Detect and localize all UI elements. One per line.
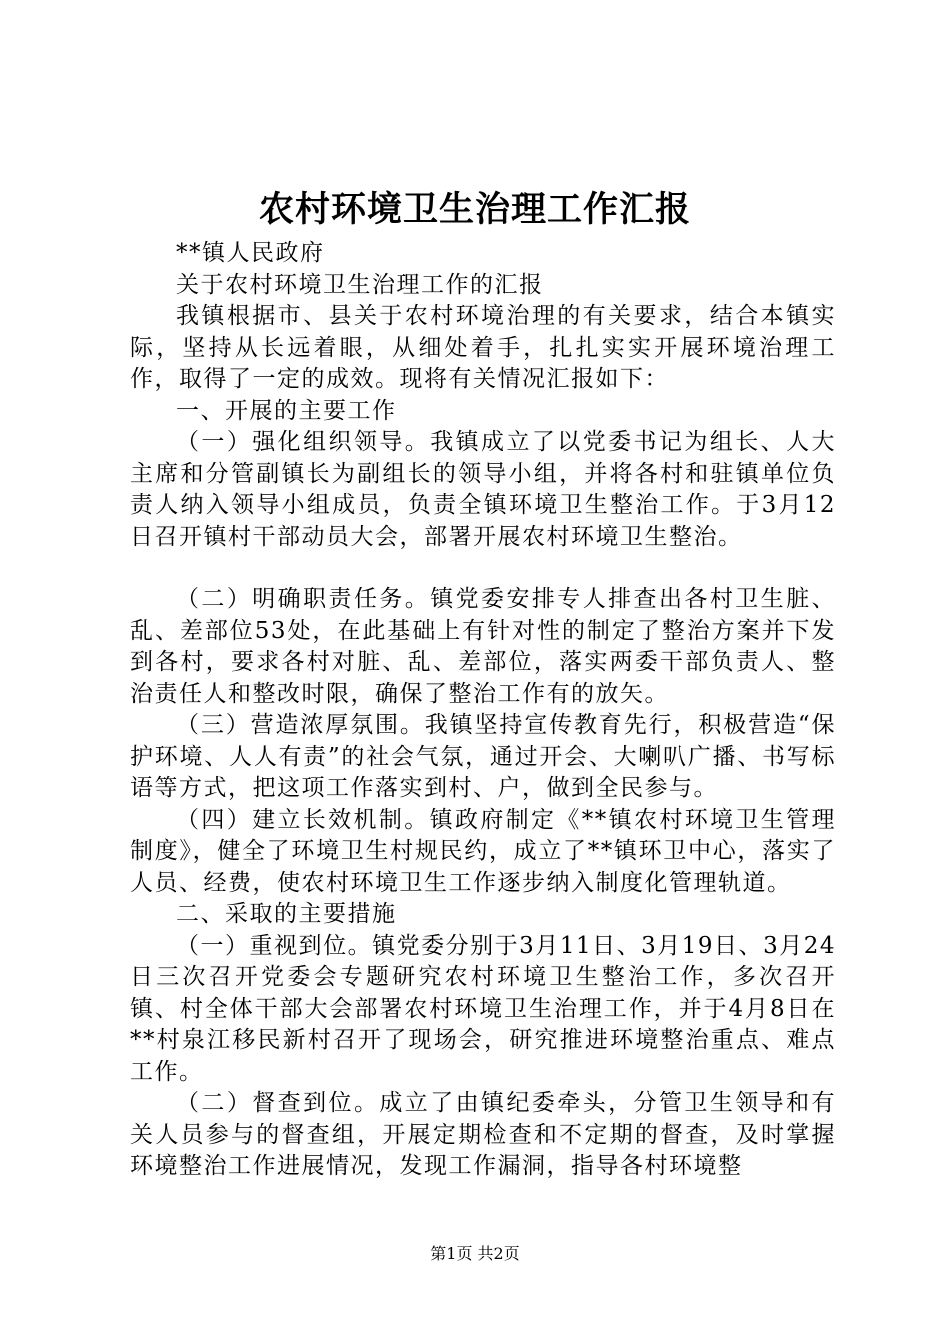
page-number: 第1页 共2页 (430, 1244, 520, 1263)
document-title: 农村环境卫生治理工作汇报 (258, 189, 691, 230)
section-heading-main-work: 一、开展的主要工作 (176, 397, 397, 424)
paragraph-atmosphere: （三）营造浓厚氛围。我镇坚持宣传教育先行，积极营造“保护环境、人人有责”的社会气氛，通过开会、大喇叭广播、书写标语等方式，把这项工作落实到村、户，做到全民参与。 (130, 712, 836, 801)
section-heading-measures: 二、采取的主要措施 (176, 901, 397, 927)
paragraph-subject: 关于农村环境卫生治理工作的汇报 (176, 271, 544, 298)
paragraph-attention: （一）重视到位。镇党委分别于3月11日、3月19日、3月24日三次召开党委会专题研究农村环境卫生整治工作，多次召开镇、村全体干部大会部署农村环境卫生治理工作，并于4月8日在**村泉江移民新村召开了现场会，研究推进环境整治重点、难点工作。 (130, 932, 836, 1085)
paragraph-intro: 我镇根据市、县关于农村环境治理的有关要求，结合本镇实际，坚持从长远着眼，从细处着手，扎扎实实开展环境治理工作，取得了一定的成效。现将有关情况汇报如下： (130, 303, 836, 392)
paragraph-organization: （一）强化组织领导。我镇成立了以党委书记为组长、人大主席和分管副镇长为副组长的领导小组，并将各村和驻镇单位负责人纳入领导小组成员，负责全镇环境卫生整治工作。于3月12日召开镇村干部动员大会，部署开展农村环境卫生整治。 (130, 429, 836, 550)
paragraph-issuer: **镇人民政府 (176, 240, 325, 266)
paragraph-supervision: （二）督查到位。成立了由镇纪委牵头，分管卫生领导和有关人员参与的督查组，开展定期检查和不定期的督查，及时掌握环境整治工作进展情况，发现工作漏洞，指导各村环境整 (130, 1090, 836, 1179)
paragraph-responsibilities: （二）明确职责任务。镇党委安排专人排查出各村卫生脏、乱、差部位53处，在此基础上有针对性的制定了整治方案并下发到各村，要求各村对脏、乱、差部位，落实两委干部负责人、整治责任人和整改时限，确保了整治工作有的放矢。 (130, 586, 836, 707)
paragraph-mechanism: （四）建立长效机制。镇政府制定《**镇农村环境卫生管理制度》，健全了环境卫生村规民约，成立了**镇环卫中心，落实了人员、经费，使农村环境卫生工作逐步纳入制度化管理轨道。 (130, 806, 836, 896)
document-body (130, 238, 836, 1183)
